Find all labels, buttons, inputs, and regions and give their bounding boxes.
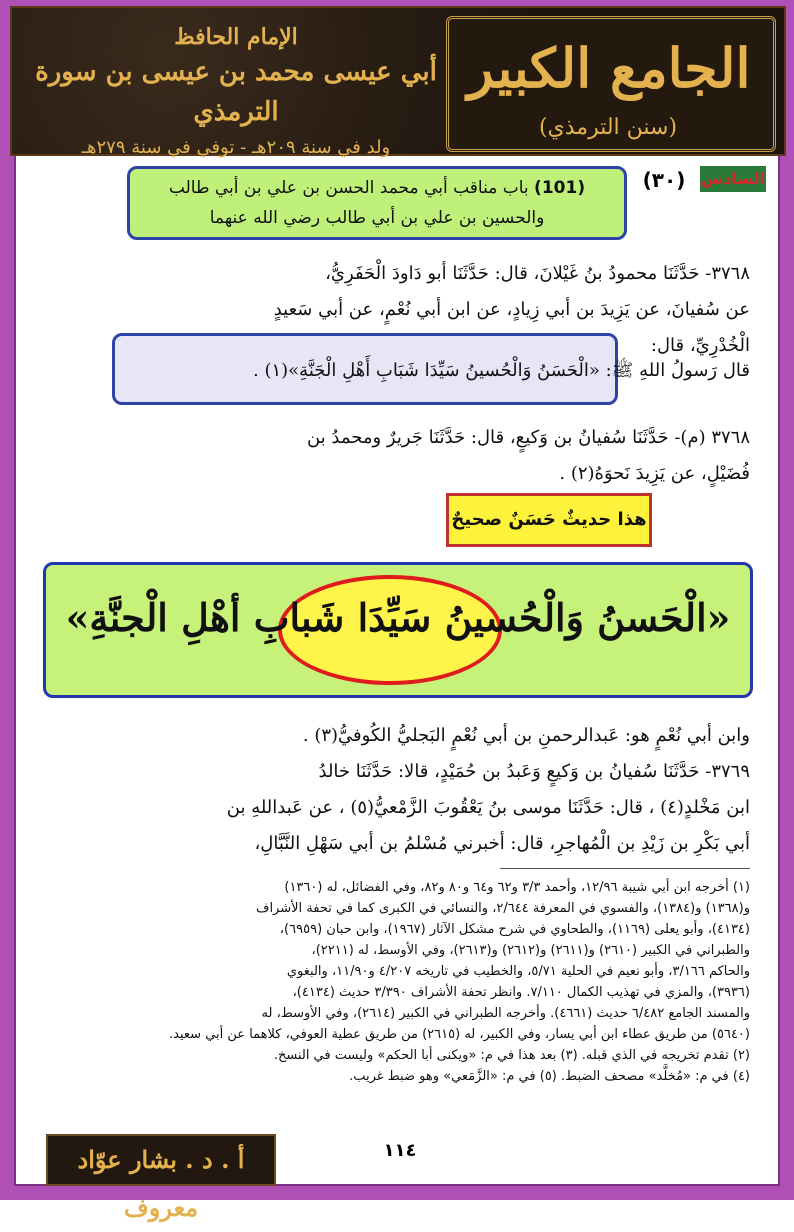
chapter-heading-line1 [130,173,624,203]
highlight-quote-box [43,562,753,698]
title-plate [446,16,776,152]
page-number: ١١٤ [383,1140,417,1161]
book-subtitle: (سنن الترمذي) [538,115,678,140]
hadith-3768-line1: ٣٧٦٨- حَدَّثَنَا محمودُ بنُ غَيْلانَ، قال: حَدَّثَنَا أبو دَاودَ الْحَفَرِيُّ، [325,263,750,284]
author-block [26,22,446,164]
footnote-line: (٥٦٤٠) من طريق عطاء ابن أبي يسار، وفي الكبير، له (٢٦١٥) من طريق عطية العوفي، كلاهما عن أبي سعيد. [169,1027,750,1042]
book-title: الجامع الكبير [467,36,751,100]
chapter-title-line2: والحسين بن علي بن أبي طالب رضي الله عنهما [209,208,545,228]
book-header-banner [10,6,786,156]
editor-signature: أ . د . بشار عوّاد معروف [46,1134,276,1186]
body2-line1: وابن أبي نُعْمٍ هو: عَبدالرحمنِ بن أبي نُعْمٍ البَجليُّ الكُوفيُّ(٣) . [302,725,750,746]
hadith-3768m-line2: فُضَيْلٍ، عن يَزِيدَ نَحوَهُ(٢) . [559,463,750,484]
body2-line4: أبي بَكْرِ بن زَيْدِ بن الْمُهاجرِ، قال: أخبرني مُسْلمُ بن أبي سَهْلِ النَّبَّالِ، [254,833,750,854]
author-name: أبي عيسى محمد بن عيسى بن سورة الترمذي [35,57,437,127]
prophet-attribution: قال رَسولُ اللهِ ﷺ: [605,360,750,381]
author-dates: ولد في سنة ٢٠٩هـ - توفي في سنة ٢٧٩هـ [81,137,391,158]
footnote-line: والمسند الجامع ٦/٤٨٢ حديث (٤٦٦١). وأخرجه الطبراني في الكبير (٢٦١٤)، وفي الأوسط، له [261,1006,750,1021]
footnote-line: (٤١٣٤)، وأبو يعلى (١١٦٩)، والطحاوي في شرح مشكل الآثار (١٩٦٧)، وابن حبان (٦٩٥٩)، [279,922,750,937]
hadith-3768m [30,420,750,492]
highlight-part1: «الْحَسنُ وَالْحُسينُ [444,595,731,640]
chapter-paren-number: (٣٠) [642,168,686,192]
hadith-quote: «الْحَسَنُ وَالْحُسينُ سَيِّدَا شَبَابِ أَهْلِ الْجَنَّةِ»(١) . [253,360,600,381]
footnote-line: (٣٩٣٦)، والمزي في تهذيب الكمال ٧/١١٠. وانظر تحفة الأشراف ٣/٣٩٠ حديث (٤١٣٤)، [292,985,750,1000]
footnote-line: والطبراني في الكبير (٢٦١٠) و(٢٦١١) و(٢٦١٢) و(٢٦١٣)، وفي الأوسط، له (٢٢١١)، [311,943,750,958]
chapter-title-line1: باب مناقب أبي محمد الحسن بن علي بن أبي طالب [168,178,529,198]
body2-line3: ابن مَخْلدٍ(٤) ، قال: حَدَّثَنَا موسى بنُ يَعْقُوبَ الزَّمْعيُّ(٥) ، عن عَبداللهِ بن [226,797,750,818]
hadith-3768m-line1: ٣٧٦٨ (م)- حَدَّثَنَا سُفيانُ بن وَكيعٍ، قال: حَدَّثَنَا جَريرٌ ومحمدُ بن [306,427,750,448]
highlight-part2: سَيِّدَا شَبابِ [253,595,432,640]
hadith-3768-line2: عن سُفيانَ، عن يَزِيدَ بن أبي زِيادٍ، عن ابن أبي نُعْمٍ، عن أبي سَعيدٍ [273,299,750,320]
hadith-3768-line4 [30,356,750,386]
chapter-heading-box [127,166,627,240]
footnote-line: (١) أخرجه ابن أبي شيبة ١٢/٩٦، وأحمد ٣/٣ و٦٢ و٦٤ و٨٠ و٨٢، وفي الفضائل، له (١٣٦٠) [284,880,750,895]
body2-line2: ٣٧٦٩- حَدَّثَنَا سُفيانُ بن وَكيعٍ وَعَبدُ بن حُمَيْدٍ، قالا: حَدَّثَنَا خالدُ [318,761,750,782]
footnote-separator [500,868,750,869]
imam-label: الإمام الحافظ [174,24,298,50]
hadith-grade-box: هذا حديثٌ حَسَنٌ صحيحٌ [446,493,652,547]
footnotes [50,877,750,1087]
footnote-line: (٤) في م: «مُخلَّد» مصحف الضبط. (٥) في م: «الزَّمَعي» وهو ضبط غريب. [349,1069,750,1084]
highlight-part3: أهْلِ الْجنَّةِ» [65,595,241,640]
footnote-line: (٢) تقدم تخريجه في الذي قبله. (٣) بعد هذا في م: «ويكنى أبا الحكم» وليست في النسخ. [273,1048,750,1063]
footnote-line: والحاكم ٣/١٦٦، وأبو نعيم في الحلية ٥/٧١، والخطيب في تاريخه ٤/٢٠٧ و١١/٩٠، والبغوي [286,964,750,979]
hadith-3769 [30,718,750,862]
hadith-3768-line3: الْخُدْرِيِّ، قال: [650,335,750,356]
volume-tag: السادس [700,166,766,192]
highlight-quote [46,595,750,640]
chapter-number: (101) [534,178,586,198]
footnote-line: و(١٣٦٨) و(١٣٨٤)، والفسوي في المعرفة ٢/٦٤٤، والنسائي في الكبرى كما في تحفة الأشراف [255,901,750,916]
